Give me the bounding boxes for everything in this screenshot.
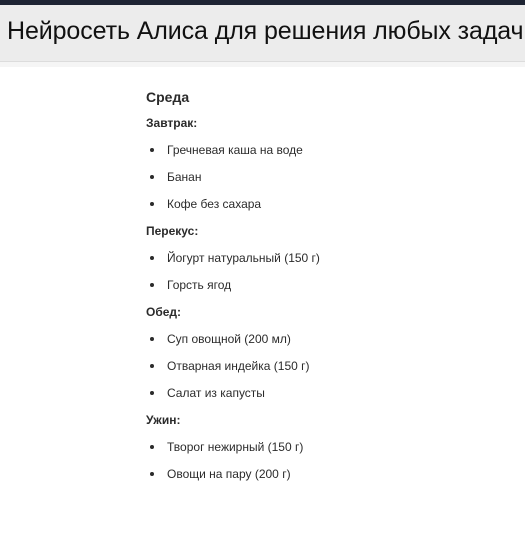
list-item — [146, 251, 516, 265]
bullet-icon — [150, 256, 154, 260]
list-item — [146, 278, 516, 292]
bullet-icon — [150, 202, 154, 206]
list-item-text: Творог нежирный (150 г) — [167, 440, 304, 454]
list-item — [146, 170, 516, 184]
bullet-icon — [150, 337, 154, 341]
day-title: Среда — [146, 89, 190, 105]
bullet-icon — [150, 364, 154, 368]
list-item-text: Овощи на пару (200 г) — [167, 467, 291, 481]
bullet-icon — [150, 175, 154, 179]
bullet-icon — [150, 283, 154, 287]
list-item-text: Гречневая каша на воде — [167, 143, 303, 157]
list-item — [146, 359, 516, 373]
list-item — [146, 440, 516, 454]
list-item — [146, 332, 516, 346]
meal-heading: Перекус: — [146, 224, 199, 238]
meal-heading: Обед: — [146, 305, 182, 319]
meal-section-snack — [146, 224, 516, 292]
list-item-text: Отварная индейка (150 г) — [167, 359, 310, 373]
meal-section-breakfast — [146, 116, 516, 211]
meal-section-lunch — [146, 305, 516, 400]
list-item-text: Кофе без сахара — [167, 197, 262, 211]
meal-section-dinner — [146, 413, 516, 481]
list-item-text: Горсть ягод — [167, 278, 232, 292]
list-item — [146, 386, 516, 400]
meal-heading: Завтрак: — [146, 116, 198, 130]
meal-list — [146, 440, 516, 481]
page-title: Нейросеть Алиса для решения любых задач — [7, 17, 524, 45]
list-item-text: Банан — [167, 170, 202, 184]
list-item — [146, 143, 516, 157]
bullet-icon — [150, 472, 154, 476]
list-item-text: Салат из капусты — [167, 386, 265, 400]
bullet-icon — [150, 391, 154, 395]
list-item — [146, 467, 516, 481]
list-item-text: Суп овощной (200 мл) — [167, 332, 291, 346]
page-header — [0, 5, 525, 62]
list-item — [146, 197, 516, 211]
header-divider — [0, 62, 525, 67]
meal-heading: Ужин: — [146, 413, 181, 427]
meal-list — [146, 251, 516, 292]
bullet-icon — [150, 445, 154, 449]
meal-list — [146, 143, 516, 211]
meal-list — [146, 332, 516, 400]
list-item-text: Йогурт натуральный (150 г) — [167, 251, 320, 265]
meal-plan-content — [146, 89, 516, 494]
bullet-icon — [150, 148, 154, 152]
